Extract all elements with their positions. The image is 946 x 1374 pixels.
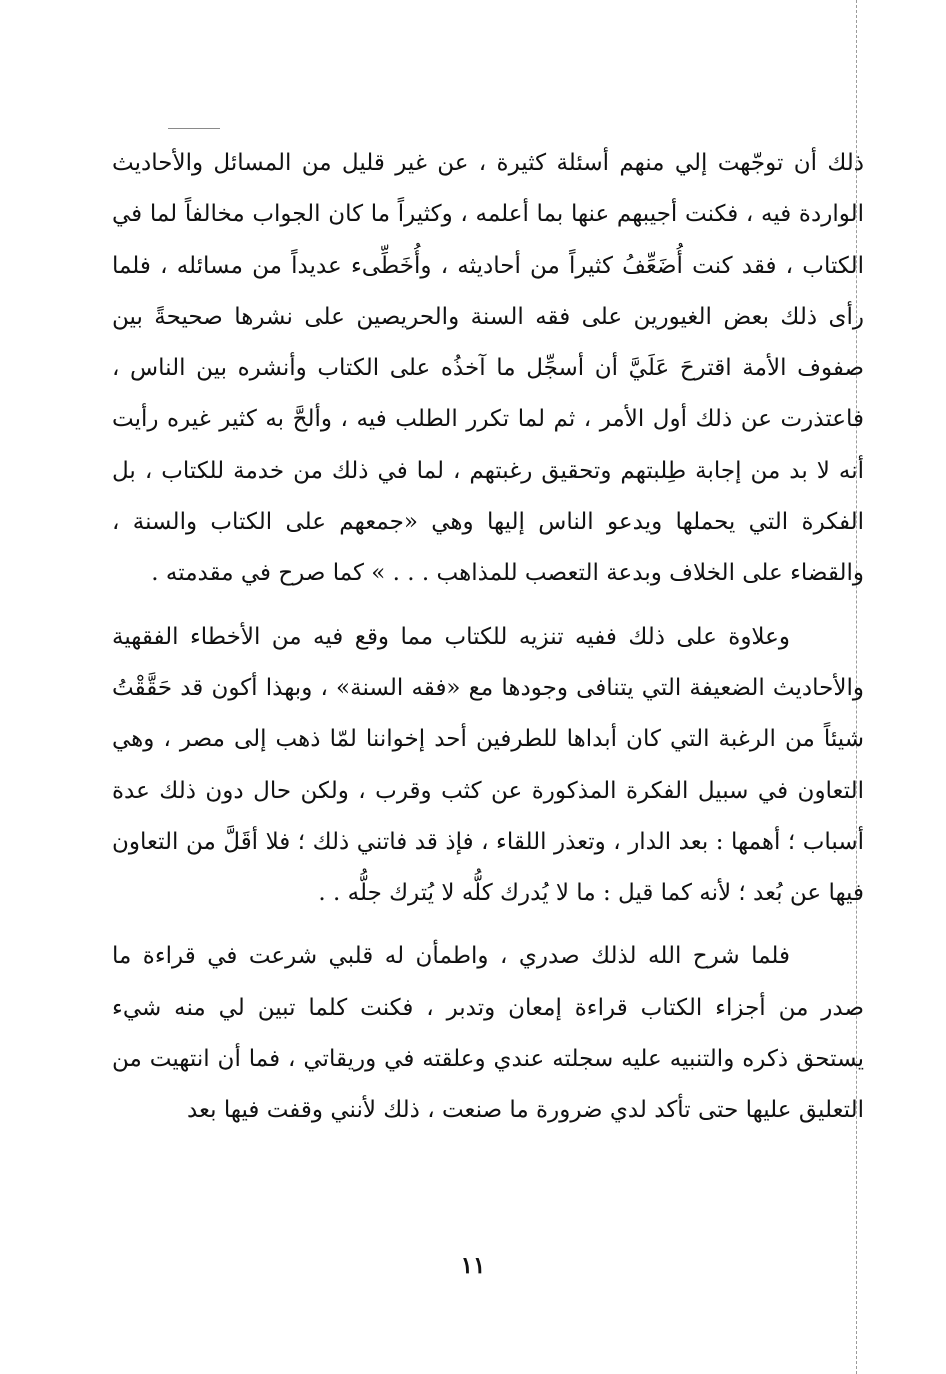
paragraph-1: ذلك أن توجّهت إلي منهم أسئلة كثيرة ، عن غير قليل من المسائل والأحاديث الواردة فيه ، فكنت أجيبهم عنها بما أعلمه ، وكثيراً ما كان الجواب مخالفاً لما في الكتاب ، فقد كنت أُضَعِّفُ كثيراً من أحاديثه ، وأُخَطِّىء عديداً من مسائله ، فلما رأى ذلك بعض الغيورين على فقه السنة والحريصين على نشرها صحيحةً بين صفوف الأمة اقترحَ عَلَيَّ أن أسجِّل ما آخذُه على الكتاب وأنشره بين الناس ، فاعتذرت عن ذلك أول الأمر ، ثم لما تكرر الطلب فيه ، وألحَّ به كثير غيره رأيت أنه لا بد من إجابة طِلبتهم وتحقيق رغبتهم ، لما في ذلك من خدمة للكتاب ، بل الفكرة التي يحملها ويدعو الناس إليها وهي «جمعهم على الكتاب والسنة ، والقضاء على الخلاف وبدعة التعصب للمذاهب . . . » كما صرح في مقدمته . xyxy=(112,150,864,587)
scan-speck xyxy=(168,128,220,129)
page-number: ١١ xyxy=(460,1252,486,1279)
paragraph-2: وعلاوة على ذلك ففيه تنزيه للكتاب مما وقع فيه من الأخطاء الفقهية والأحاديث الضعيفة التي يتنافى وجودها مع «فقه السنة» ، وبهذا أكون قد حَقَّقْتُ شيئاً من الرغبة التي كان أبداها للطرفين أحد إخواننا لمّا ذهب إلى مصر ، وهي التعاون في سبيل الفكرة المذكورة عن كثب وقرب ، ولكن حال دون ذلك عدة أسباب ؛ أهمها : بعد الدار ، وتعذر اللقاء ، فإذ قد فاتني ذلك ؛ فلا أقَلَّ من التعاون فيها عن بُعد ؛ لأنه كما قيل : ما لا يُدرك كلُّه لا يُترك جلُّه . . xyxy=(112,623,864,907)
body-text xyxy=(112,138,864,1137)
paragraph-3: فلما شرح الله لذلك صدري ، واطمأن له قلبي شرعت في قراءة ما صدر من أجزاء الكتاب قراءة إمعان وتدبر ، فكنت كلما تبين لي منه شيء يستحق ذكره والتنبيه عليه سجلته عندي وعلقته في وريقاتي ، فما أن انتهيت من التعليق عليها حتى تأكد لدي ضرورة ما صنعت ، ذلك لأنني وقفت فيها بعد xyxy=(112,943,864,1124)
